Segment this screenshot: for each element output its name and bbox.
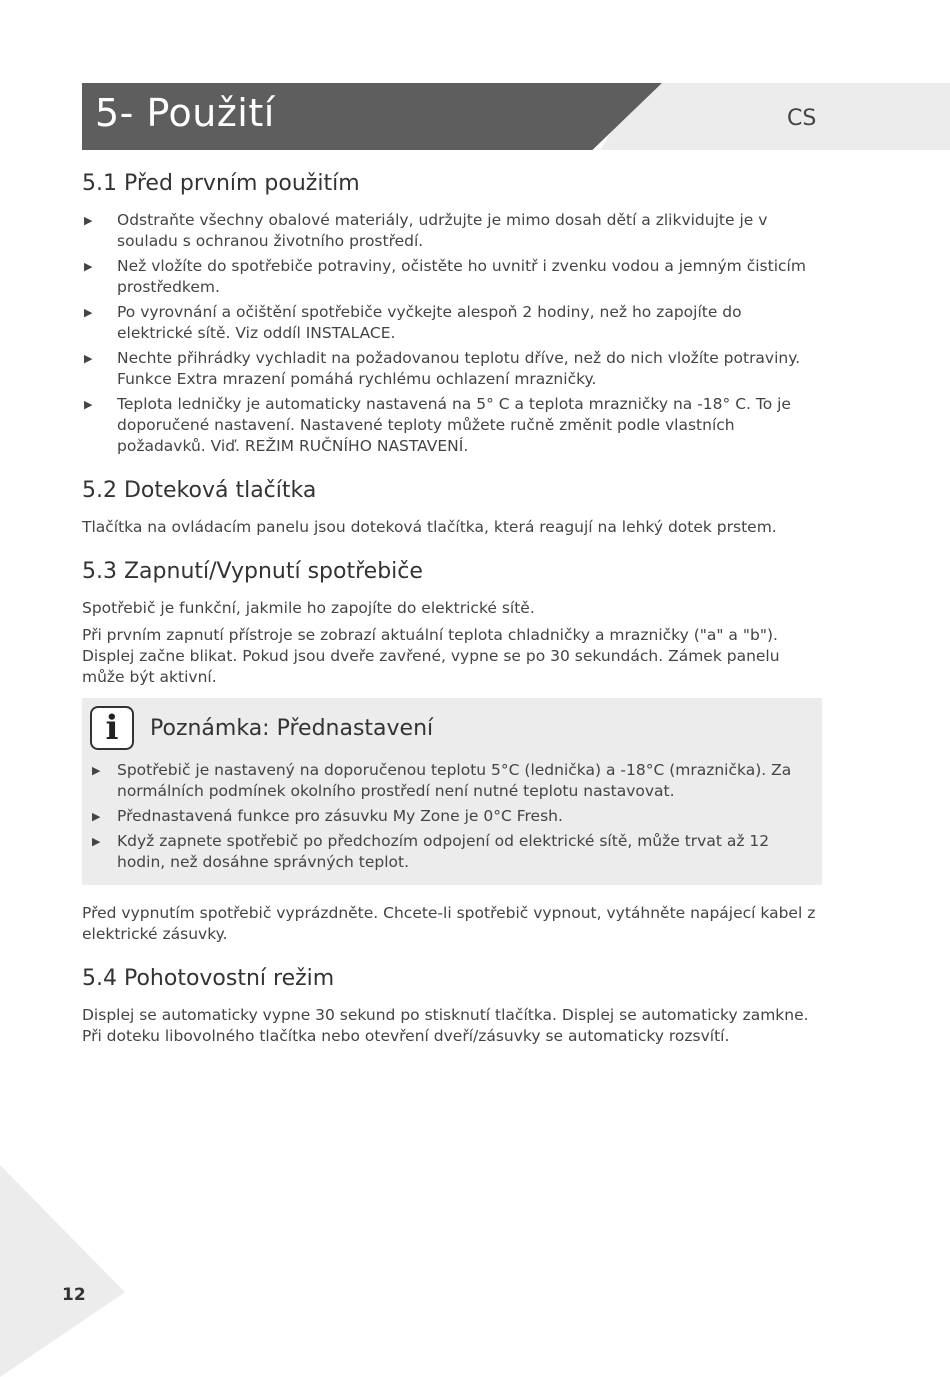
info-icon: i [90,706,134,750]
list-item-text: Odstraňte všechny obalové materiály, udržujte je mimo dosah dětí a zlikvidujte je v souladu s ochranou životního prostředí. [117,211,768,250]
section-title: 5.4 Pohotovostní režim [82,966,335,991]
triangle-bullet-icon: ▶ [84,352,93,365]
list-item-text: Spotřebič je nastavený na doporučenou teplotu 5°C (lednička) a -18°C (mraznička). Za normálních podmínek okolního prostředí není nutné teplotu nastavovat. [117,761,792,800]
list-item [90,760,816,802]
paragraph: Před vypnutím spotřebič vyprázdněte. Chcete-li spotřebič vypnout, vytáhněte napájecí kabel z elektrické zásuvky. [82,904,816,943]
triangle-bullet-icon: ▶ [84,398,93,411]
triangle-bullet-icon: ▶ [84,306,93,319]
list-item-text: Nechte přihrádky vychladit na požadovanou teplotu dříve, než do nich vložíte potraviny. Funkce Extra mrazení pomáhá rychlému ochlazení mrazničky. [117,349,801,388]
triangle-bullet-icon: ▶ [92,835,101,848]
chapter-title: 5- Použití [95,91,275,135]
language-code: CS [787,106,817,131]
paragraph: Displej se automaticky vypne 30 sekund po stisknutí tlačítka. Displej se automaticky zamkne. Při doteku libovolného tlačítka nebo otevření dveří/zásuvky se automaticky rozsvítí. [82,1006,809,1045]
list-item-text: Teplota ledničky je automaticky nastavená na 5° C a teplota mrazničky na -18° C. To je doporučené nastavení. Nastavené teploty můžete ručně změnit podle vlastních požadavků. Viď. REŽIM RUČNÍHO NASTAVENÍ. [117,395,791,455]
list-item [82,302,822,344]
list-item-text: Po vyrovnání a očištění spotřebiče vyčkejte alespoň 2 hodiny, než ho zapojíte do elektrické sítě. Viz oddíl INSTALACE. [117,303,742,342]
list-item [82,394,822,457]
section-title: 5.1 Před prvním použitím [82,171,360,196]
section-title: 5.2 Doteková tlačítka [82,478,317,503]
paragraph: Tlačítka na ovládacím panelu jsou doteková tlačítka, která reagují na lehký dotek prstem. [82,518,777,536]
section-5-2 [82,475,822,538]
note-box [82,698,822,885]
list-item [82,210,822,252]
triangle-bullet-icon: ▶ [84,214,93,227]
triangle-bullet-icon: ▶ [92,764,101,777]
list-item [90,831,816,873]
note-bullet-list [90,760,816,873]
bullet-list [82,210,822,457]
page-number: 12 [62,1285,86,1305]
list-item [82,256,822,298]
page-corner-decoration [0,1165,125,1377]
list-item-text: Když zapnete spotřebič po předchozím odpojení od elektrické sítě, může trvat až 12 hodin, než dosáhne správných teplot. [117,832,770,871]
paragraph: Spotřebič je funkční, jakmile ho zapojíte do elektrické sítě. [82,599,535,617]
list-item-text: Přednastavená funkce pro zásuvku My Zone je 0°C Fresh. [117,807,563,825]
list-item [82,348,822,390]
section-title: 5.3 Zapnutí/Vypnutí spotřebiče [82,559,423,584]
section-5-3 [82,556,822,945]
section-5-4 [82,963,822,1047]
note-header [90,706,816,750]
section-5-1 [82,168,822,457]
list-item-text: Než vložíte do spotřebiče potraviny, očistěte ho uvnitř i zvenku vodou a jemným čisticím prostředkem. [117,257,806,296]
note-title: Poznámka: Přednastavení [150,715,434,741]
triangle-bullet-icon: ▶ [84,260,93,273]
list-item [90,806,816,827]
header-light-band [600,83,950,150]
paragraph: Při prvním zapnutí přístroje se zobrazí aktuální teplota chladničky a mrazničky ("a" a "b"). Displej začne blikat. Pokud jsou dveře zavřené, vypne se po 30 sekundách. Zámek panelu může být aktivní. [82,626,780,686]
main-content [82,168,822,1065]
triangle-bullet-icon: ▶ [92,810,101,823]
